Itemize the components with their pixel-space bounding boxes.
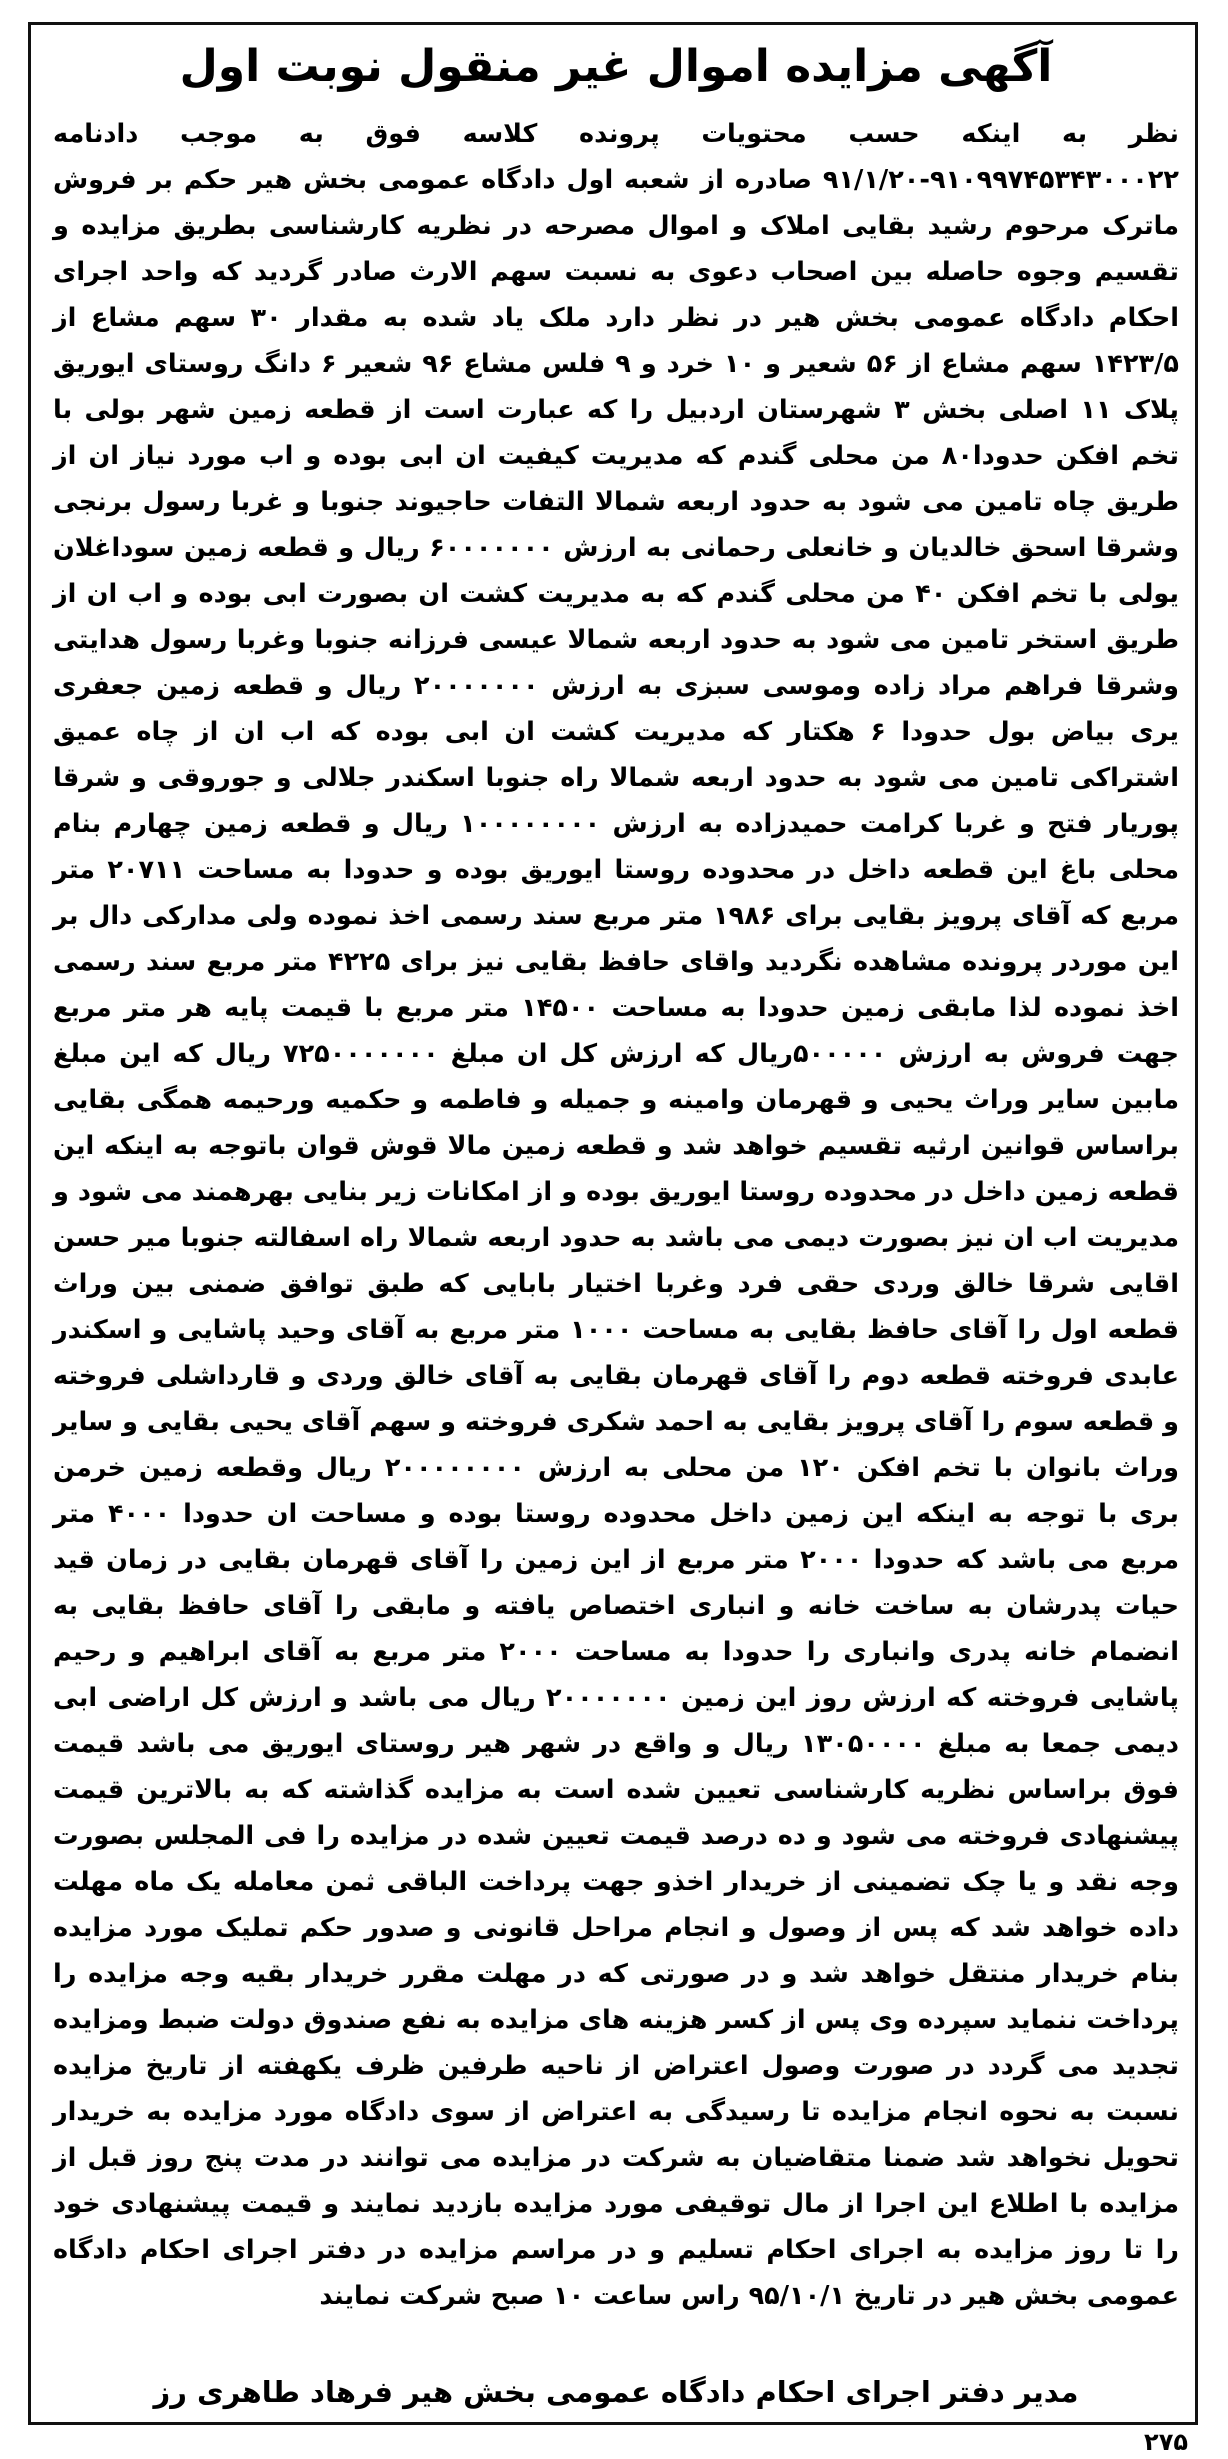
notice-body (53, 111, 1179, 2319)
notice-signature: مدیر دفتر اجرای احکام دادگاه عمومی بخش هیر فرهاد طاهری رز (153, 2375, 1079, 2409)
notice-body-text: نظر به اینکه حسب محتویات پرونده کلاسه فوق به موجب دادنامه ۹۱۰۹۹۷۴۵۳۴۳۰۰۰۲۲-۹۱/۱/۲۰ صادره از شعبه اول دادگاه عمومی بخش هیر حکم بر فروش ماترک مرحوم رشید بقایی املاک و اموال مصرحه در نظریه کارشناسی بطریق مزایده و تقسیم وجوه حاصله بین اصحاب دعوی به نسبت سهم الارث صادر گردید که واحد اجرای احکام دادگاه عمومی بخش هیر در نظر دارد ملک یاد شده به مقدار ۳۰ سهم مشاع از ۱۴۲۳/۵ سهم مشاع از ۵۶ شعیر و ۱۰ خرد و ۹ فلس مشاع ۹۶ شعیر ۶ دانگ روستای ایوریق پلاک ۱۱ اصلی بخش ۳ شهرستان اردبیل را که عبارت است از قطعه زمین شهر بولی با تخم افکن حدودا۸۰ من محلی گندم که مدیریت کیفیت ان ابی بوده و اب مورد نیاز ان از طریق چاه تامین می شود به حدود اربعه شمالا التفات حاجیوند جنوبا و غربا رسول برنجی وشرقا اسحق خالدیان و خانعلی رحمانی به ارزش ۶۰۰۰۰۰۰۰ ریال و قطعه زمین سوداغلان یولی با تخم افکن ۴۰ من محلی گندم که به مدیریت کشت ان بصورت ابی بوده و اب ان از طریق استخر تامین می شود به حدود اربعه شمالا عیسی فرزانه جنوبا وغربا رسول هدایتی وشرقا فراهم مراد زاده وموسی سبزی به ارزش ۲۰۰۰۰۰۰۰ ریال و قطعه زمین جعفری یری بیاض بول حدودا ۶ هکتار که مدیریت کشت ان ابی بوده که اب ان از چاه عمیق اشتراکی تامین می شود به حدود اربعه شمالا راه جنوبا اسکندر جلالی و جوروقی و شرقا پوریار فتح و غربا کرامت حمیدزاده به ارزش ۱۰۰۰۰۰۰۰۰ ریال و قطعه زمین چهارم بنام محلی باغ این قطعه داخل در محدوده روستا ایوریق بوده و حدودا به مساحت ۲۰۷۱۱ متر مربع که آقای پرویز بقایی برای ۱۹۸۶ متر مربع سند رسمی اخذ نموده ولی مدارکی دال بر این موردر پرونده مشاهده نگردید واقای حافظ بقایی نیز برای ۴۲۲۵ متر مربع سند رسمی اخذ نموده لذا مابقی زمین حدودا به مساحت ۱۴۵۰۰ متر مربع با قیمت پایه هر متر مربع جهت فروش به ارزش ۵۰۰۰۰۰ریال که ارزش کل ان مبلغ ۷۲۵۰۰۰۰۰۰۰ ریال که این مبلغ مابین سایر وراث یحیی و قهرمان وامینه و جمیله و فاطمه و حکمیه ورحیمه همگی بقایی براساس قوانین ارثیه تقسیم خواهد شد و قطعه زمین مالا قوش قوان باتوجه به اینکه این قطعه زمین داخل در محدوده روستا ایوریق بوده و از امکانات زیر بنایی بهرهمند می شود و مدیریت اب ان نیز بصورت دیمی می باشد به حدود اربعه شمالا راه اسفالته جنوبا میر حسن اقایی شرقا خالق وردی حقی فرد وغربا اختیار بابایی که طبق توافق ضمنی بین وراث قطعه اول را آقای حافظ بقایی به مساحت ۱۰۰۰ متر مربع به آقای وحید پاشایی و اسکندر عابدی فروخته قطعه دوم را آقای قهرمان بقایی به آقای خالق وردی و قارداشلی فروخته و قطعه سوم را آقای پرویز بقایی به احمد شکری فروخته و سهم آقای یحیی بقایی و سایر وراث بانوان با تخم افکن ۱۲۰ من محلی به ارزش ۲۰۰۰۰۰۰۰۰ ریال وقطعه زمین خرمن بری با توجه به اینکه این زمین داخل محدوده روستا بوده و مساحت ان حدودا ۴۰۰۰ متر مربع می باشد که حدودا ۲۰۰۰ متر مربع از این زمین را آقای قهرمان بقایی در زمان قید حیات پدرشان به ساخت خانه و انباری اختصاص یافته و مابقی را آقای حافظ بقایی به انضمام خانه پدری وانباری را حدودا به مساحت ۲۰۰۰ متر مربع به آقای ابراهیم و رحیم پاشایی فروخته که ارزش روز این زمین ۲۰۰۰۰۰۰۰ ریال می باشد و ارزش کل اراضی ابی دیمی جمعا به مبلغ ۱۳۰۵۰۰۰۰ ریال و واقع در شهر هیر روستای ایوریق می باشد قیمت فوق براساس نظریه کارشناسی تعیین شده است به مزایده گذاشته که به بالاترین قیمت پیشنهادی فروخته می شود و ده درصد قیمت تعیین شده در مزایده را فی المجلس بصورت وجه نقد و یا چک تضمینی از خریدار اخذو جهت پرداخت الباقی ثمن معامله یک ماه مهلت داده خواهد شد که پس از وصول و انجام مراحل قانونی و صدور حکم تملیک مورد مزایده بنام خریدار منتقل خواهد شد و در صورتی که در مهلت مقرر خریدار بقیه وجه مزایده را پرداخت ننماید سپرده وی پس از کسر هزینه های مزایده به نفع صندوق دولت ضبط ومزایده تجدید می گردد در صورت وصول اعتراض از ناحیه طرفین ظرف یکهفته از تاریخ مزایده نسبت به نحوه انجام مزایده تا رسیدگی به اعتراض از سوی دادگاه مورد مزایده به خریدار تحویل نخواهد شد ضمنا متقاضیان به شرکت در مزایده می توانند در مدت پنج روز قبل از مزایده با اطلاع این اجرا از مال توقیفی مورد مزایده بازدید نمایند و قیمت پیشنهادی خود را تا روز مزایده به اجرای احکام تسلیم و در مراسم مزایده در دفتر اجرای احکام دادگاه عمومی بخش هیر در تاریخ ۹۵/۱۰/۱ راس ساعت ۱۰ صبح شرکت نمایند (53, 119, 1180, 2311)
notice-code: ۲۷۵ (1144, 2428, 1188, 2456)
notice-frame (28, 22, 1198, 2425)
notice-title: آگهی مزایده اموال غیر منقول نوبت اول (179, 41, 1053, 92)
